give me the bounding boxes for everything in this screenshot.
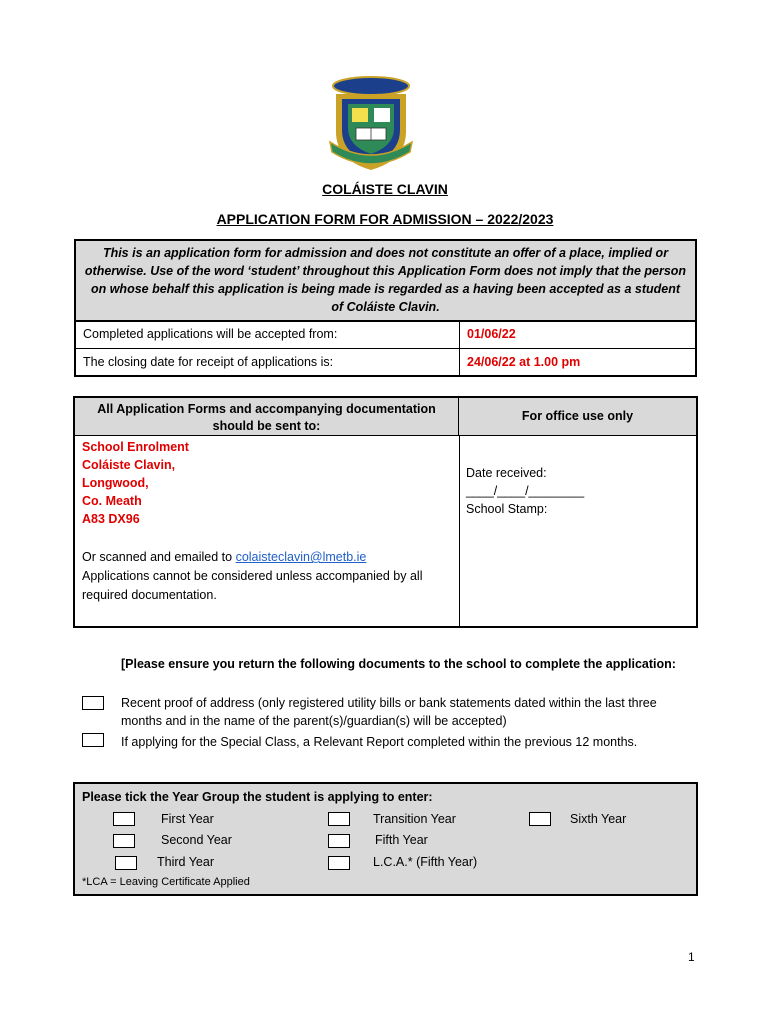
email-link[interactable]: colaisteclavin@lmetb.ie xyxy=(235,550,367,564)
school-crest-logo xyxy=(326,72,416,172)
school-name: COLÁISTE CLAVIN xyxy=(322,181,448,197)
submission-table xyxy=(73,396,698,628)
address-line: Coláiste Clavin, xyxy=(82,458,176,472)
year-label-lca: L.C.A.* (Fifth Year) xyxy=(373,855,478,869)
form-title: APPLICATION FORM FOR ADMISSION – 2022/2023 xyxy=(216,211,554,227)
send-to-header: All Application Forms and accompanying documentation should be sent to: xyxy=(75,398,459,436)
year-checkbox-fifth[interactable] xyxy=(328,834,350,848)
year-checkbox-third[interactable] xyxy=(115,856,137,870)
office-fields xyxy=(466,464,584,518)
date-received-label: Date received: xyxy=(466,466,547,480)
intro-disclaimer: This is an application form for admission and does not constitute an offer of a place, implied or otherwise. Use of the word ‘student’ throughout this Application Form does not imply that the person on whose behalf this application is being made is regarded as a having been accepted as a student of Coláiste Clavin. xyxy=(74,239,697,322)
year-label-transition: Transition Year xyxy=(373,812,456,826)
close-date-label: The closing date for receipt of applications is: xyxy=(74,348,460,377)
lca-footnote: *LCA = Leaving Certificate Applied xyxy=(82,876,250,888)
year-checkbox-lca[interactable] xyxy=(328,856,350,870)
year-label-fifth: Fifth Year xyxy=(375,833,428,847)
year-group-header: Please tick the Year Group the student is applying to enter: xyxy=(82,790,433,804)
email-instructions xyxy=(82,548,454,605)
address-line: A83 DX96 xyxy=(82,512,140,526)
year-label-first: First Year xyxy=(161,812,214,826)
year-checkbox-first[interactable] xyxy=(113,812,135,826)
email-prefix: Or scanned and emailed to xyxy=(82,550,236,564)
document-item-proof-address: Recent proof of address (only registered utility bills or bank statements dated within the last three months and in the name of the parent(s)/guardian(s) will be accepted) xyxy=(121,696,657,728)
document-item-relevant-report: If applying for the Special Class, a Relevant Report completed within the previous 12 months. xyxy=(121,735,638,749)
document-checkbox-proof-address[interactable] xyxy=(82,696,104,710)
school-stamp-label: School Stamp: xyxy=(466,502,548,516)
year-checkbox-transition[interactable] xyxy=(328,812,350,826)
date-received-blank: ____/____/________ xyxy=(466,484,585,498)
document-checkbox-relevant-report[interactable] xyxy=(82,733,104,747)
year-checkbox-second[interactable] xyxy=(113,834,135,848)
year-label-second: Second Year xyxy=(161,833,232,847)
send-to-address xyxy=(82,438,189,528)
year-checkbox-sixth[interactable] xyxy=(529,812,551,826)
open-date-value: 01/06/22 xyxy=(459,321,697,349)
address-line: Longwood, xyxy=(82,476,149,490)
documentation-note: Applications cannot be considered unless accompanied by all required documentation. xyxy=(82,569,423,602)
year-label-sixth: Sixth Year xyxy=(570,812,627,826)
year-label-third: Third Year xyxy=(157,855,214,869)
documents-intro: [Please ensure you return the following documents to the school to complete the application: xyxy=(121,657,676,671)
page-number: 1 xyxy=(688,950,695,964)
address-line: School Enrolment xyxy=(82,440,189,454)
address-line: Co. Meath xyxy=(82,494,142,508)
dates-table xyxy=(74,321,697,377)
open-date-label: Completed applications will be accepted from: xyxy=(74,321,460,349)
year-group-section xyxy=(73,782,698,896)
office-use-header: For office use only xyxy=(459,398,696,436)
close-date-value: 24/06/22 at 1.00 pm xyxy=(459,348,697,377)
